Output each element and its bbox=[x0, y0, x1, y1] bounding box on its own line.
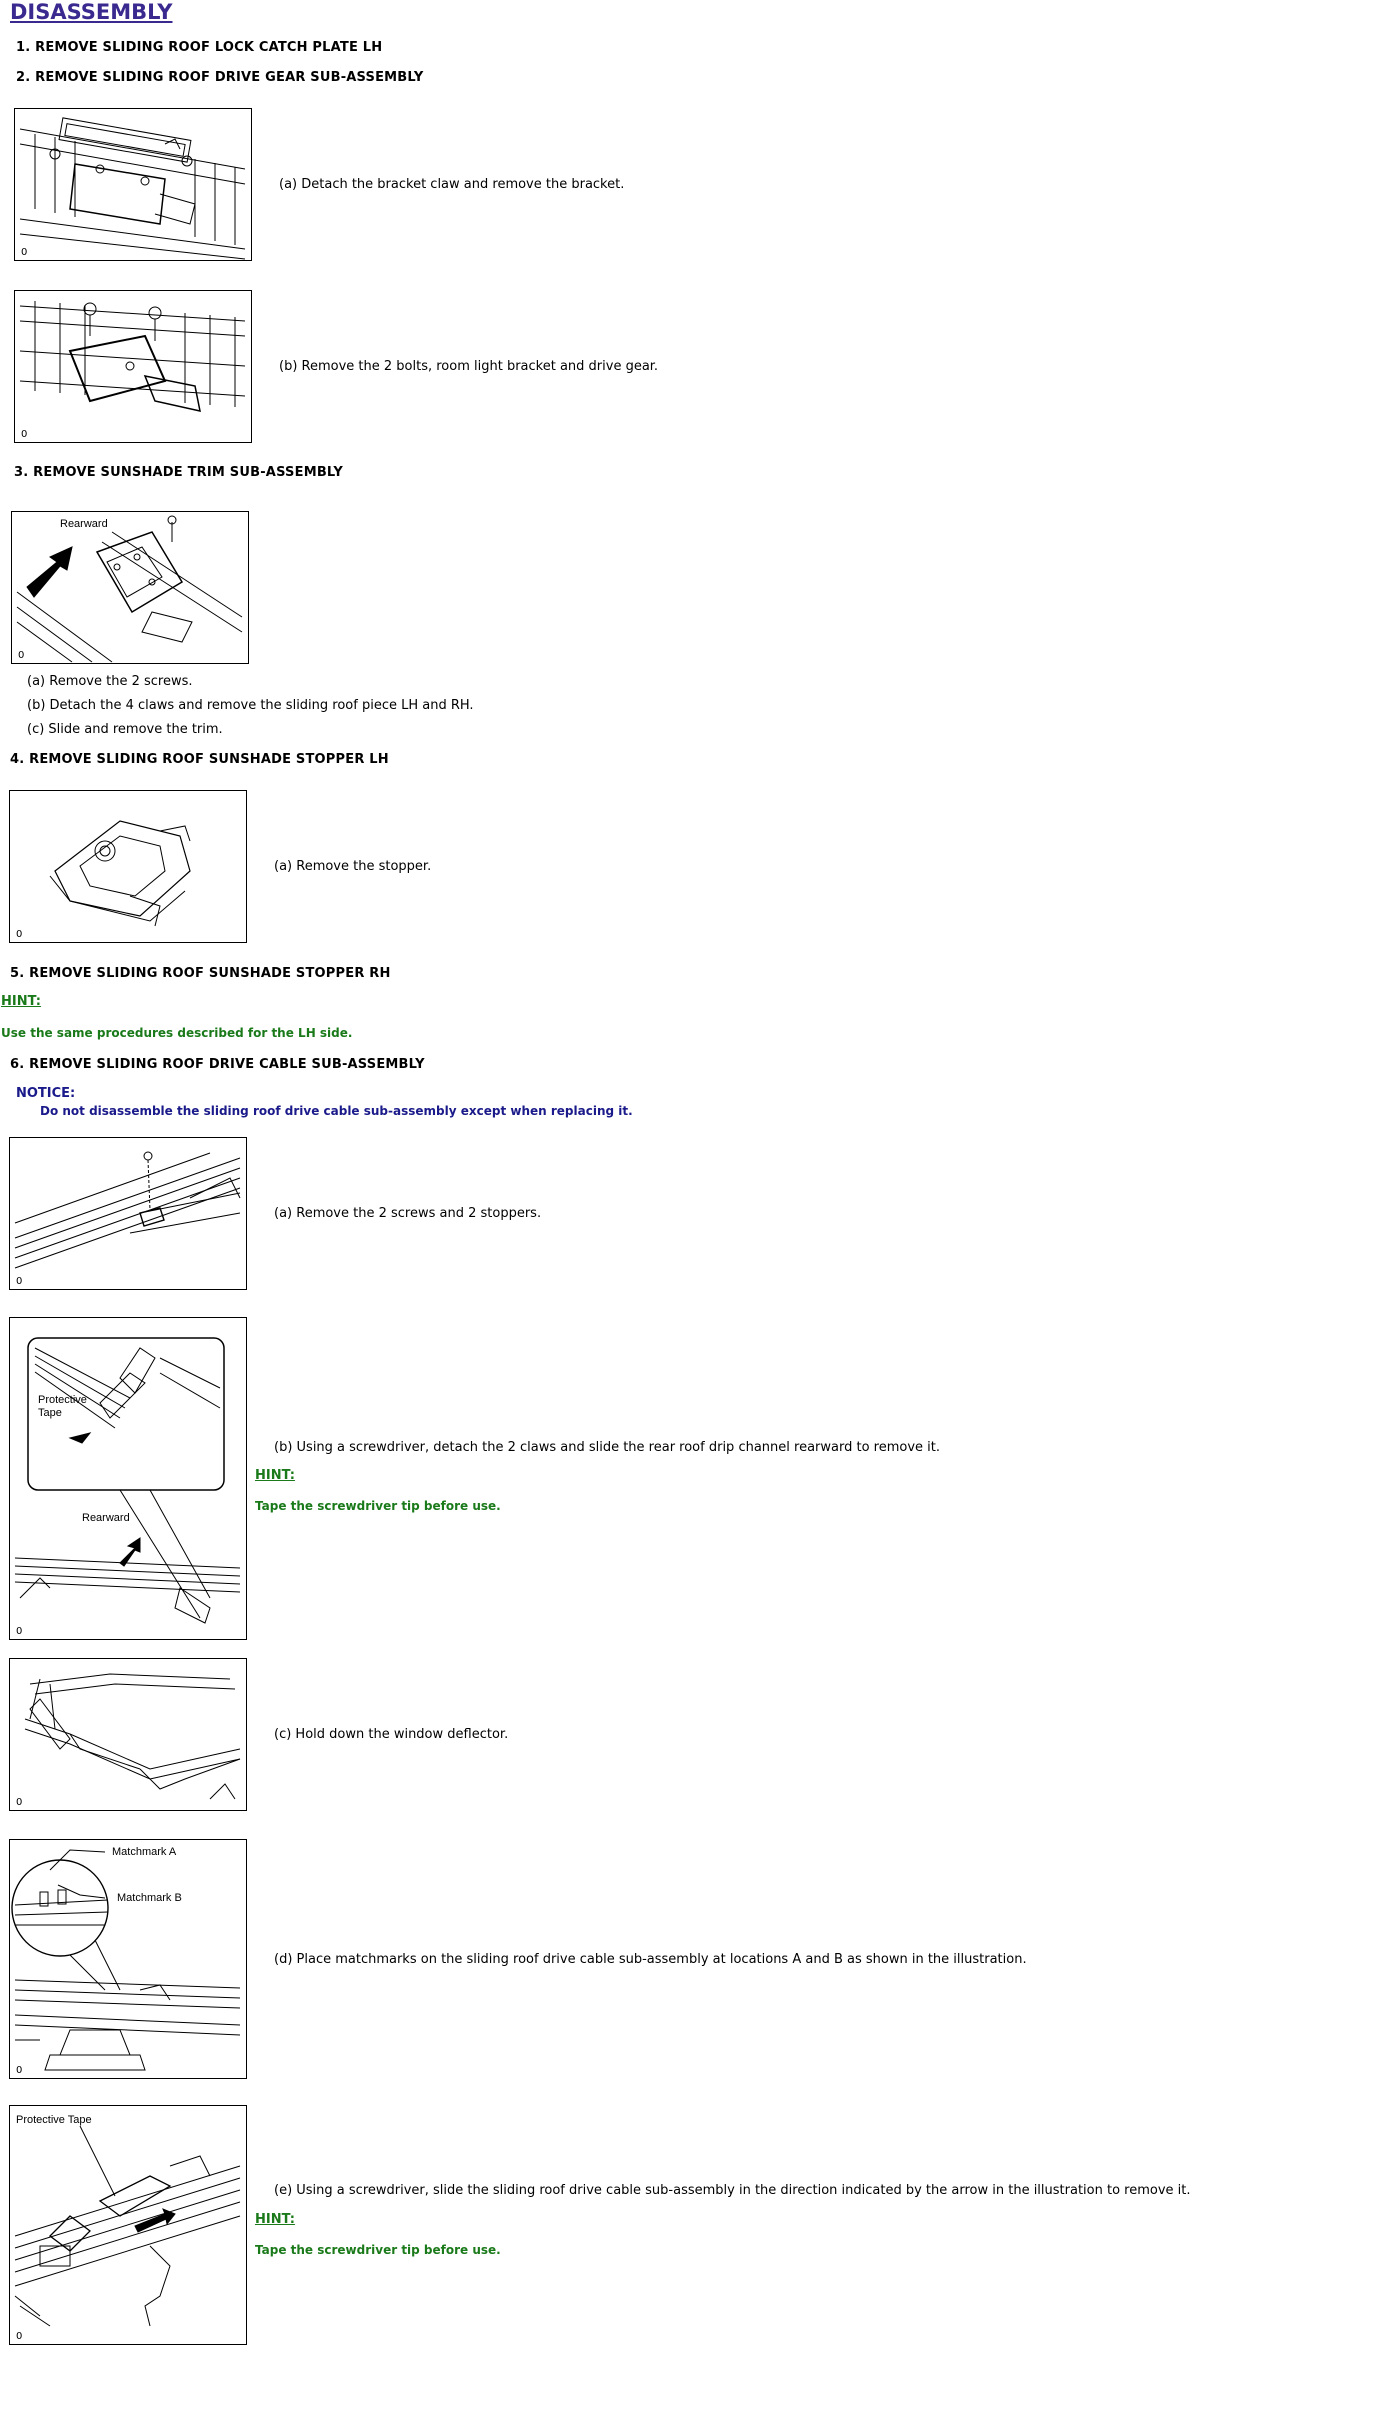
figure-6b bbox=[9, 1317, 247, 1640]
figure-id: 0 bbox=[16, 2065, 23, 2076]
step-3b-text: (b) Detach the 4 claws and remove the sliding roof piece LH and RH. bbox=[27, 698, 474, 713]
rearward-label: Rearward bbox=[82, 1512, 130, 1524]
matchmark-b-label: Matchmark B bbox=[117, 1892, 182, 1904]
illustration-sunshade-trim bbox=[12, 512, 248, 663]
step-2-heading: 2. REMOVE SLIDING ROOF DRIVE GEAR SUB-ASSEMBLY bbox=[16, 70, 424, 85]
figure-id: 0 bbox=[18, 650, 25, 661]
step-6b-text: (b) Using a screwdriver, detach the 2 claws and slide the rear roof drip channel rearward to remove it. bbox=[274, 1440, 941, 1455]
notice-text: Do not disassemble the sliding roof drive cable sub-assembly except when replacing it. bbox=[40, 1104, 633, 1118]
hint-text: Use the same procedures described for the LH side. bbox=[1, 1026, 353, 1040]
figure-6a bbox=[9, 1137, 247, 1290]
step-6d-text: (d) Place matchmarks on the sliding roof drive cable sub-assembly at locations A and B as shown in the illustration. bbox=[274, 1952, 1027, 1967]
hint-text: Tape the screwdriver tip before use. bbox=[255, 2243, 501, 2257]
step-6e-text: (e) Using a screwdriver, slide the sliding roof drive cable sub-assembly in the direction indicated by the arrow in the illustration to remove it. bbox=[274, 2183, 1191, 2198]
step-3c-text: (c) Slide and remove the trim. bbox=[27, 722, 223, 737]
figure-4 bbox=[9, 790, 247, 943]
illustration-sunshade-stopper bbox=[10, 791, 246, 942]
illustration-roof-drip-channel bbox=[10, 1318, 246, 1639]
step-2a-text: (a) Detach the bracket claw and remove the bracket. bbox=[279, 177, 625, 192]
illustration-drive-gear-bracket bbox=[15, 109, 251, 260]
step-5-heading: 5. REMOVE SLIDING ROOF SUNSHADE STOPPER RH bbox=[10, 966, 391, 981]
figure-id: 0 bbox=[21, 247, 28, 258]
figure-6e bbox=[9, 2105, 247, 2345]
illustration-drive-cable-removal bbox=[10, 2106, 246, 2344]
illustration-drive-gear-removal bbox=[15, 291, 251, 442]
figure-6c bbox=[9, 1658, 247, 1811]
illustration-window-deflector bbox=[10, 1659, 246, 1810]
figure-id: 0 bbox=[16, 1276, 23, 1287]
figure-2a bbox=[14, 108, 252, 261]
illustration-matchmarks bbox=[10, 1840, 246, 2078]
step-3a-text: (a) Remove the 2 screws. bbox=[27, 674, 193, 689]
rearward-label: Rearward bbox=[60, 518, 108, 530]
protective-tape-label-2: Tape bbox=[38, 1407, 62, 1419]
illustration-screws-stoppers bbox=[10, 1138, 246, 1289]
step-6c-text: (c) Hold down the window deflector. bbox=[274, 1727, 509, 1742]
protective-tape-label: Protective Tape bbox=[16, 2114, 92, 2126]
figure-id: 0 bbox=[16, 1626, 23, 1637]
figure-id: 0 bbox=[16, 929, 23, 940]
step-6-heading: 6. REMOVE SLIDING ROOF DRIVE CABLE SUB-ASSEMBLY bbox=[10, 1057, 425, 1072]
figure-2b bbox=[14, 290, 252, 443]
step-6a-text: (a) Remove the 2 screws and 2 stoppers. bbox=[274, 1206, 542, 1221]
protective-tape-label-1: Protective bbox=[38, 1394, 87, 1406]
hint-text: Tape the screwdriver tip before use. bbox=[255, 1499, 501, 1513]
step-2b-text: (b) Remove the 2 bolts, room light bracket and drive gear. bbox=[279, 359, 659, 374]
figure-id: 0 bbox=[16, 2331, 23, 2342]
page-title: DISASSEMBLY bbox=[10, 0, 173, 24]
figure-6d bbox=[9, 1839, 247, 2079]
step-4a-text: (a) Remove the stopper. bbox=[274, 859, 432, 874]
figure-3 bbox=[11, 511, 249, 664]
step-1-heading: 1. REMOVE SLIDING ROOF LOCK CATCH PLATE LH bbox=[16, 40, 383, 55]
notice-label: NOTICE: bbox=[16, 1086, 76, 1101]
figure-id: 0 bbox=[21, 429, 28, 440]
hint-label: HINT: bbox=[1, 994, 41, 1009]
step-3-heading: 3. REMOVE SUNSHADE TRIM SUB-ASSEMBLY bbox=[14, 465, 344, 480]
matchmark-a-label: Matchmark A bbox=[112, 1846, 177, 1858]
hint-label: HINT: bbox=[255, 1468, 295, 1483]
hint-label: HINT: bbox=[255, 2212, 295, 2227]
figure-id: 0 bbox=[16, 1797, 23, 1808]
step-4-heading: 4. REMOVE SLIDING ROOF SUNSHADE STOPPER LH bbox=[10, 752, 389, 767]
